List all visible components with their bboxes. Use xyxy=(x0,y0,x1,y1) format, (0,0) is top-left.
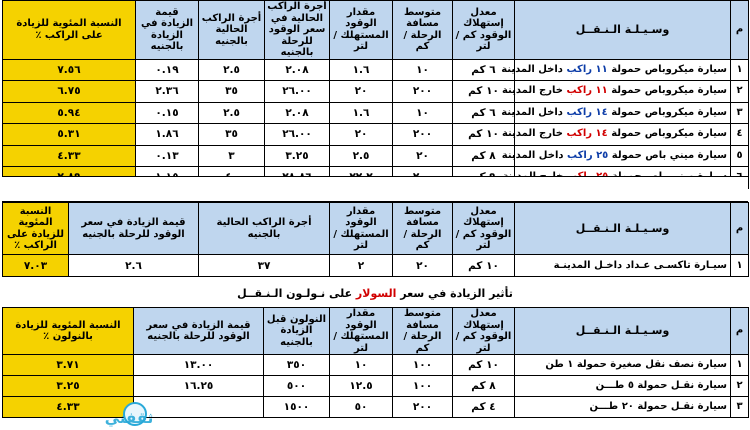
col-header-fuel: مقدار الوقود المستهلك / لتر xyxy=(330,308,393,355)
table-row xyxy=(3,81,749,103)
col-header-percentage: النسبة المئوية للزيادة على الراكب ٪ xyxy=(3,203,69,255)
col-header-percentage: النسبة المئوية للزيادة بالنولون ٪ xyxy=(3,308,134,355)
fare-fuel-cell: ٢.٠٨ xyxy=(265,59,330,81)
col-header-distance: متوسط مسافة الرحلة / كم xyxy=(393,203,453,255)
distance-cell: ١٠ xyxy=(393,102,453,124)
col-header-distance: متوسط مسافة الرحلة / كم xyxy=(393,1,453,60)
vehicle-text: سيارة ميكروباص حمولة xyxy=(607,128,727,140)
col-header-increase: قيمة الزيادة في سعر الوقود للرحلة بالجنيه xyxy=(69,203,199,255)
vehicle-name xyxy=(501,124,731,146)
passenger-capacity: ١٤ راكب xyxy=(566,128,608,140)
vehicle-name xyxy=(501,102,731,124)
percentage-cell: ٧.٠٣ xyxy=(3,255,69,277)
percentage-cell: ٧.٥٦ xyxy=(3,59,136,81)
table-row xyxy=(3,145,749,167)
col-header-fare: أجرة الراكب الحالية بالجنيه xyxy=(199,203,330,255)
col-header-fuel: مقدار الوقود المستهلك / لتر xyxy=(330,1,393,60)
increase-cell: ٠.١٣ xyxy=(136,145,199,167)
vehicle-scope: داخل المدينة xyxy=(501,63,567,75)
vehicle-name xyxy=(501,59,731,81)
passenger-capacity: ١١ راكب xyxy=(566,85,608,97)
increase-cell: ٢.٣٦ xyxy=(136,81,199,103)
vehicle-text: سيارة ميني باص حمولة xyxy=(608,149,727,161)
consumption-cell: ٦ كم xyxy=(453,59,515,81)
percentage-cell: ٤.٣٣ xyxy=(3,397,134,418)
col-header-fare: أجرة الراكب الحالية بالجنيه xyxy=(199,1,265,60)
vehicle-text: سيارة ميكروباص حمولة xyxy=(607,63,727,75)
fare-cell: ٢.٥ xyxy=(199,102,265,124)
vehicle-name xyxy=(501,81,731,103)
freight-cell: ٣٥٠ xyxy=(264,355,330,376)
fare-fuel-cell: ٢.٠٨ xyxy=(265,102,330,124)
fare-cell: ٣٥ xyxy=(199,81,265,103)
vehicle-scope: داخل المدينة xyxy=(501,106,567,118)
increase-cell: ١.٨٦ xyxy=(136,124,199,146)
row-number: ١ xyxy=(731,355,749,376)
fare-fuel-cell: ٢٦.٠٠ xyxy=(265,81,330,103)
fuel-cell: ١.٦ xyxy=(330,102,393,124)
col-header-vehicle: وسـيـلـة الـنـقــل xyxy=(515,203,731,255)
distance-cell: ٢٠٠ xyxy=(393,124,453,146)
distance-cell: ١٠٠ xyxy=(393,355,453,376)
distance-cell: ٢٠ xyxy=(393,255,453,277)
vehicle-name: سيـارة تاكسـى عـداد داخـل المدينـة xyxy=(515,255,731,277)
title-highlight: السولار xyxy=(355,287,397,300)
fuel-cell: ٢٠ xyxy=(330,81,393,103)
row-number: ٥ xyxy=(731,145,749,167)
fuel-cell: ١٢.٥ xyxy=(330,376,393,397)
fare-fuel-cell: ٢٦.٠٠ xyxy=(265,124,330,146)
percentage-cell: ٣.٧١ xyxy=(3,355,134,376)
fuel-cell: ٢.٥ xyxy=(330,145,393,167)
vehicle-scope: خارج المدينة xyxy=(501,128,567,140)
table-header-row xyxy=(3,1,749,60)
row-number: ١ xyxy=(731,255,749,277)
col-header-freight: النولون قبل الزيادة بالجنيه xyxy=(264,308,330,355)
increase-cell: ٠.١٥ xyxy=(136,102,199,124)
distance-cell: ١٠ xyxy=(393,59,453,81)
row-number: ٣ xyxy=(731,102,749,124)
table-row xyxy=(3,355,749,376)
passenger-capacity: ٢٥ راكب xyxy=(567,149,609,161)
percentage-cell: ٤.٣٣ xyxy=(3,145,136,167)
distance-cell: ١٠٠ xyxy=(393,376,453,397)
col-header-no: م xyxy=(731,1,749,60)
distance-cell: ٢٠٠ xyxy=(393,81,453,103)
col-header-consumption: معدل إستهلاك الوقود كم / لتر xyxy=(453,308,515,355)
vehicle-scope: خارج المدينة xyxy=(501,85,567,97)
fuel-cell: ١٠ xyxy=(330,355,393,376)
row-number: ٢ xyxy=(731,81,749,103)
increase-cell: ١٦.٢٥ xyxy=(134,376,264,397)
consumption-cell: ٨ كم xyxy=(453,376,515,397)
table-header-row xyxy=(3,203,749,255)
fare-fuel-cell: ٣.٢٥ xyxy=(265,145,330,167)
col-header-no: م xyxy=(731,203,749,255)
title-text: على نـولـون الـنـقــل xyxy=(237,287,356,300)
percentage-cell: ٣.٢٥ xyxy=(3,376,134,397)
freight-cell: ٥٠٠ xyxy=(264,376,330,397)
percentage-cell: ٦.٧٥ xyxy=(3,81,136,103)
consumption-cell: ١٠ كم xyxy=(453,355,515,376)
vehicle-scope: داخل المدينة xyxy=(501,149,567,161)
col-header-vehicle: وسـيـلـة الـنـقــل xyxy=(515,1,731,60)
col-header-distance: متوسط مسافة الرحلة / كم xyxy=(393,308,453,355)
vehicle-name xyxy=(501,145,731,167)
increase-cell: ١٣.٠٠ xyxy=(134,355,264,376)
fare-cell: ٣ xyxy=(199,145,265,167)
fare-cell: ٢.٥ xyxy=(199,59,265,81)
table-row xyxy=(3,124,749,146)
table-row xyxy=(3,376,749,397)
fare-cell: ٣٧ xyxy=(199,255,330,277)
fuel-cell: ١.٦ xyxy=(330,59,393,81)
row-number: ٢ xyxy=(731,376,749,397)
freight-cell: ١٥٠٠ xyxy=(264,397,330,418)
percentage-cell: ٥.٣١ xyxy=(3,124,136,146)
consumption-cell: ٤ كم xyxy=(453,397,515,418)
fuel-cell: ٢٠ xyxy=(330,124,393,146)
section-divider xyxy=(2,176,748,202)
passenger-capacity: ١١ راكب xyxy=(566,63,608,75)
fuel-cell: ٥٠ xyxy=(330,397,393,418)
col-header-increase: قيمة الزيادة في سعر الوقود للرحلة بالجنيه xyxy=(134,308,264,355)
consumption-cell: ١٠ كم xyxy=(453,81,515,103)
col-header-no: م xyxy=(731,308,749,355)
increase-cell: ٢.٦ xyxy=(69,255,199,277)
col-header-increase: قيمة الزيادة في الزيادة بالجنيه xyxy=(136,1,199,60)
fuel-cell: ٢ xyxy=(330,255,393,277)
distance-cell: ٢٠٠ xyxy=(393,397,453,418)
vehicle-name: سيارة نقـل حمولة ٥ طـــن xyxy=(515,376,731,397)
consumption-cell: ١٠ كم xyxy=(453,124,515,146)
vehicle-text: سيارة ميكروباص حمولة xyxy=(607,85,727,97)
col-header-consumption: معدل إستهلاك الوقود كم / لتر xyxy=(453,1,515,60)
table-row xyxy=(3,255,749,277)
col-header-fare-fuel: أجرة الراكب الحالية في سعر الوقود للرحلة بالجنيه xyxy=(265,1,330,60)
fare-cell: ٣٥ xyxy=(199,124,265,146)
col-header-vehicle: وسـيـلـة الـنـقــل xyxy=(515,308,731,355)
distance-cell: ٢٠ xyxy=(393,145,453,167)
row-number: ٣ xyxy=(731,397,749,418)
title-text: تأثير الزيادة في سعر xyxy=(396,287,513,300)
col-header-consumption: معدل إستهلاك الوقود كم / لتر xyxy=(453,203,515,255)
diesel-section-title xyxy=(0,287,750,300)
col-header-percentage: النسبة المئوية للزيادة على الراكب ٪ xyxy=(3,1,136,60)
vehicle-name: سيارة نصف نقل صغيرة حمولة ١ طن xyxy=(515,355,731,376)
consumption-cell: ١٠ كم xyxy=(453,255,515,277)
logo-text: ثقفني xyxy=(104,409,154,427)
site-logo xyxy=(95,400,163,430)
percentage-cell: ٥.٩٤ xyxy=(3,102,136,124)
vehicle-name: سيارة نقـل حمولة ٢٠ طـــن xyxy=(515,397,731,418)
taxi-fare-table xyxy=(2,202,749,277)
microbus-fare-table xyxy=(2,0,749,189)
passenger-capacity: ١٤ راكب xyxy=(566,106,608,118)
consumption-cell: ٨ كم xyxy=(453,145,515,167)
table-header-row xyxy=(3,308,749,355)
row-number: ١ xyxy=(731,59,749,81)
table-row xyxy=(3,102,749,124)
col-header-fuel: مقدار الوقود المستهلك / لتر xyxy=(330,203,393,255)
increase-cell: ٠.١٩ xyxy=(136,59,199,81)
table-row xyxy=(3,59,749,81)
consumption-cell: ٦ كم xyxy=(453,102,515,124)
row-number: ٤ xyxy=(731,124,749,146)
vehicle-text: سيارة ميكروباص حمولة xyxy=(607,106,727,118)
